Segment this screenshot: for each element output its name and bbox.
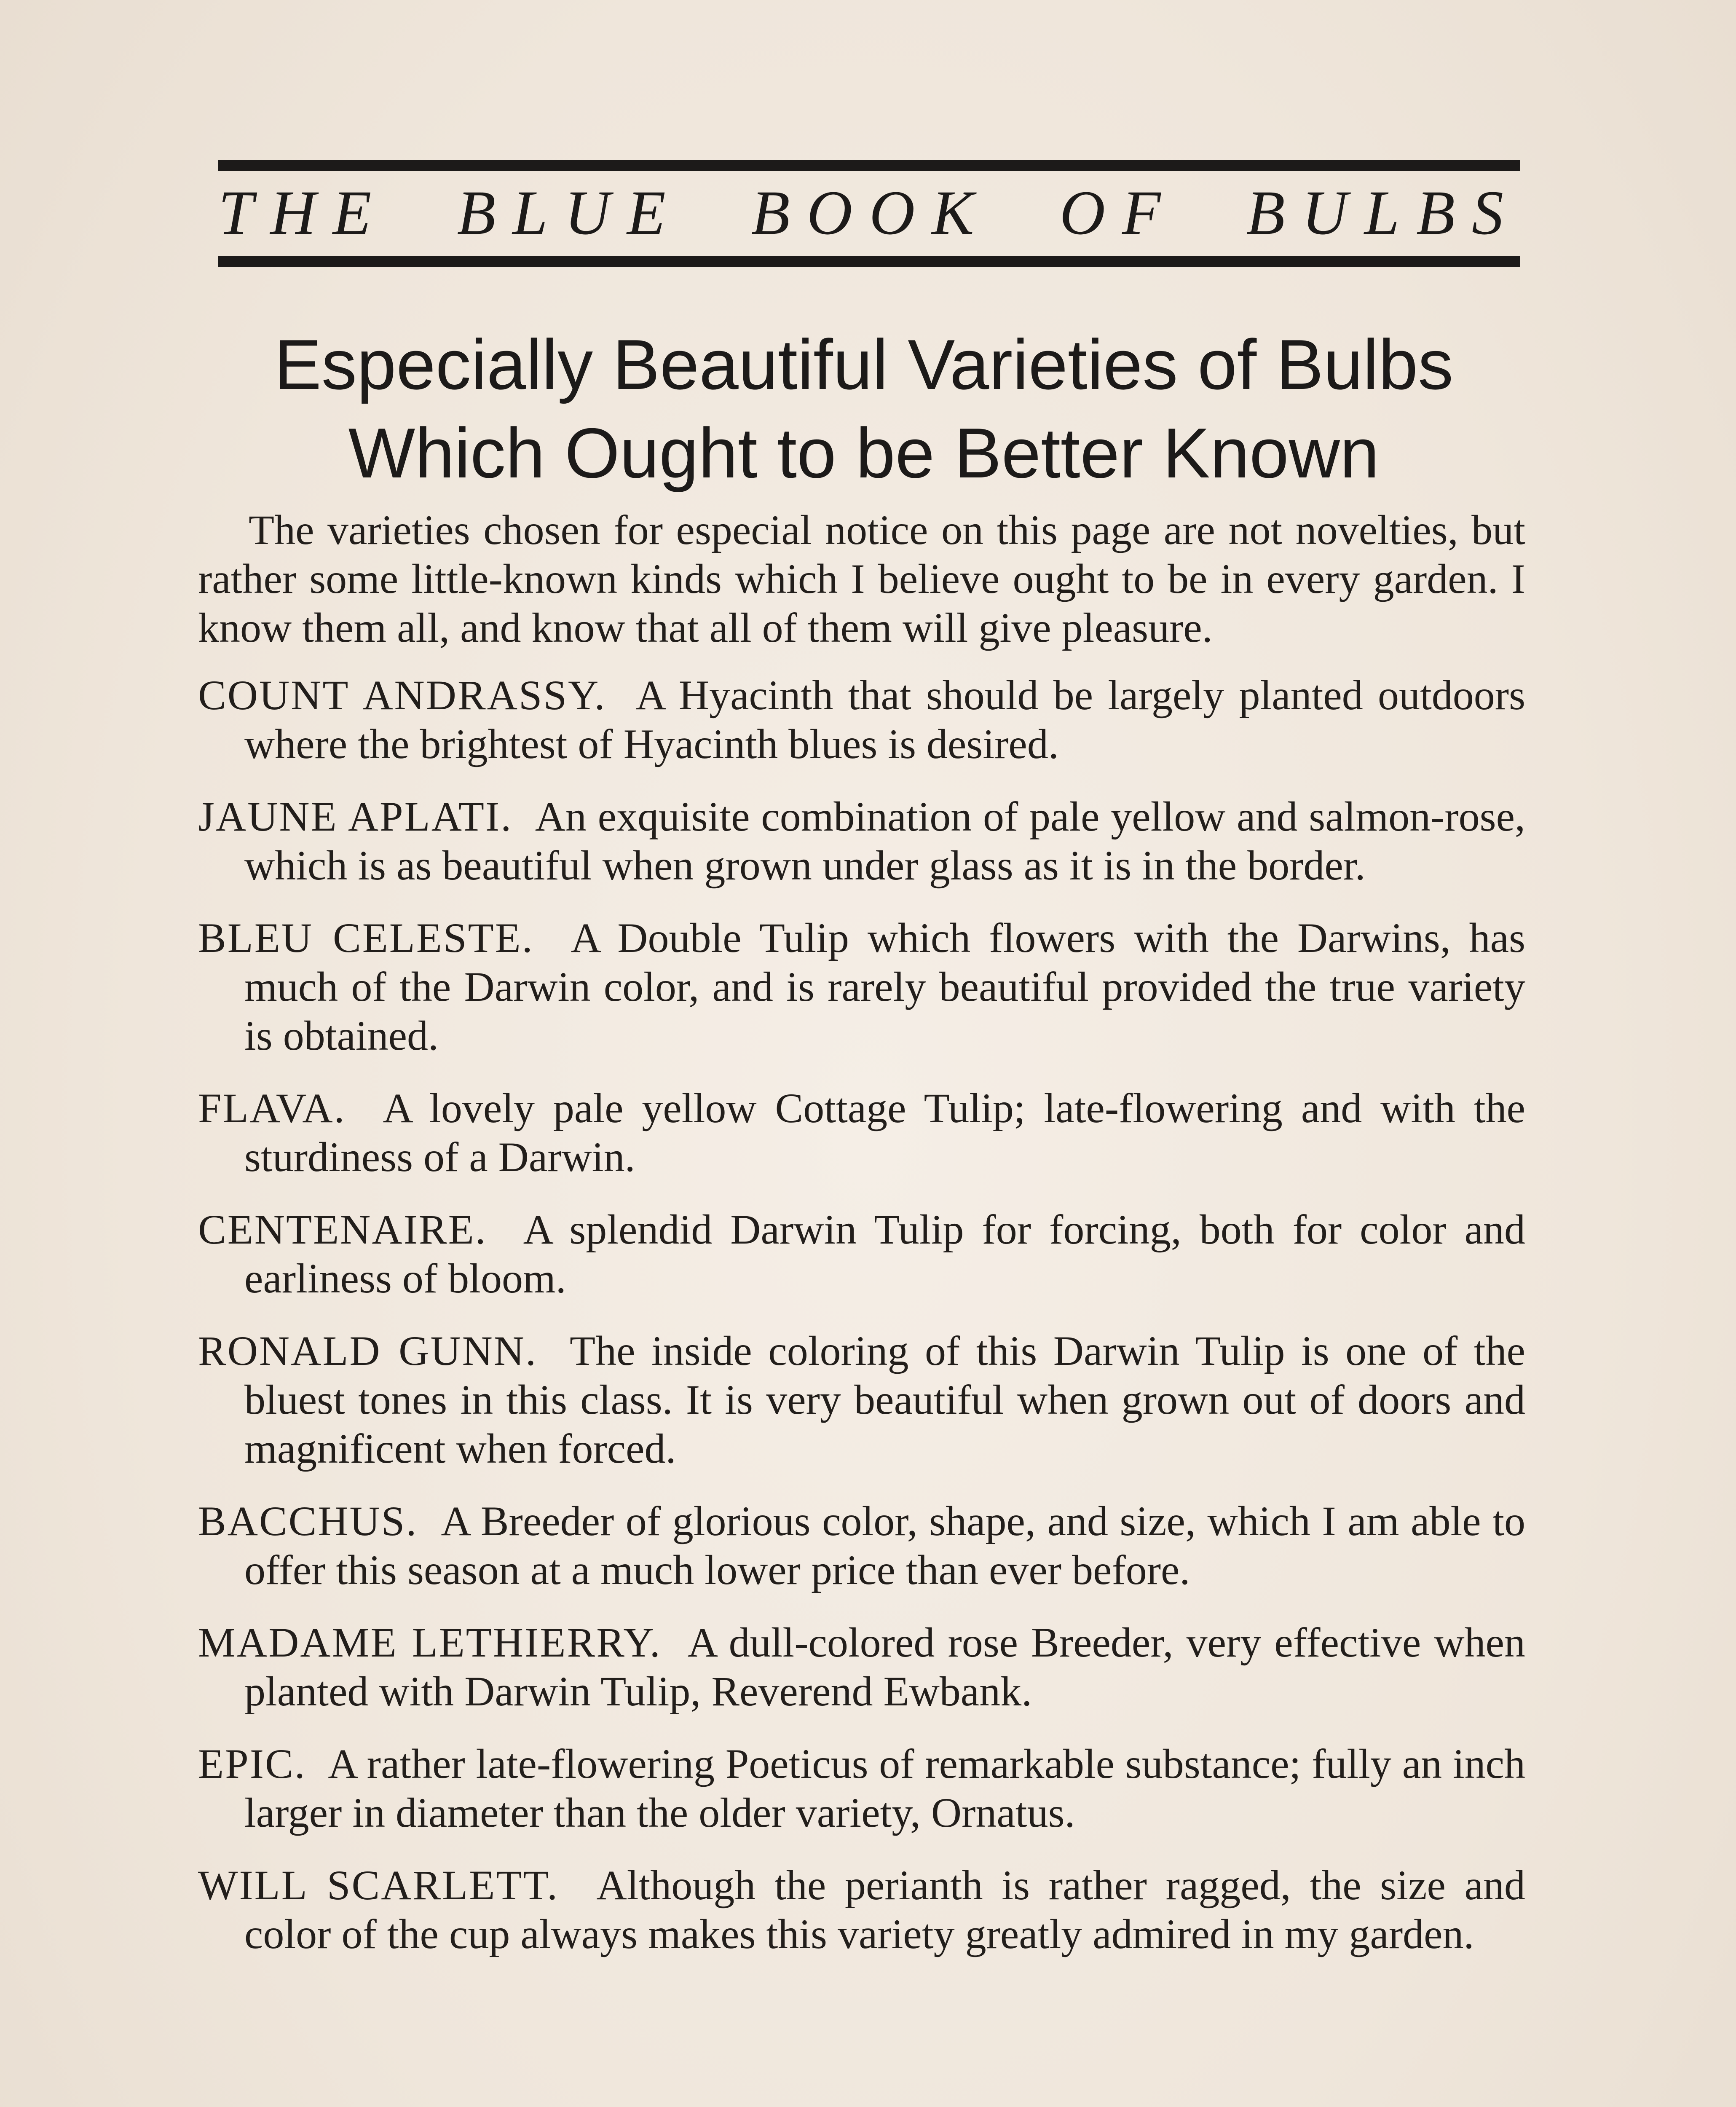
variety-description: Although the perianth is rather ragged, the size and color of the cup always makes this variety greatly admired in my garden. bbox=[244, 1862, 1525, 1957]
variety-entry bbox=[198, 671, 1525, 769]
header-word: OF bbox=[1059, 178, 1178, 248]
variety-entry bbox=[198, 1205, 1525, 1303]
header-word: BULBS bbox=[1246, 178, 1520, 248]
variety-entry bbox=[198, 792, 1525, 890]
variety-entry bbox=[198, 1497, 1525, 1595]
page-title bbox=[198, 320, 1530, 497]
variety-name: JAUNE APLATI. bbox=[198, 793, 513, 840]
variety-name: WILL SCARLETT. bbox=[198, 1862, 559, 1909]
variety-entry bbox=[198, 1740, 1525, 1837]
variety-entry bbox=[198, 1861, 1525, 1959]
header-word: BOOK bbox=[751, 178, 991, 248]
variety-entry bbox=[198, 914, 1525, 1060]
variety-entry bbox=[198, 1327, 1525, 1473]
header-word: BLUE bbox=[457, 178, 683, 248]
variety-description: A Hyacinth that should be largely planted outdoors where the brightest of Hyacinth blues is desired. bbox=[244, 672, 1526, 767]
variety-description: A splendid Darwin Tulip for forcing, both for color and earliness of bloom. bbox=[244, 1206, 1526, 1302]
variety-description: A Double Tulip which flowers with the Darwins, has much of the Darwin color, and is rarely beautiful provided the true variety is obtained. bbox=[244, 914, 1525, 1059]
page-title-line-1: Especially Beautiful Varieties of Bulbs bbox=[274, 325, 1454, 404]
header-rule-bottom bbox=[218, 256, 1520, 267]
variety-entry bbox=[198, 1618, 1525, 1716]
variety-description: A lovely pale yellow Cottage Tulip; late-flowering and with the sturdiness of a Darwin. bbox=[244, 1085, 1526, 1180]
variety-entry bbox=[198, 1084, 1525, 1182]
variety-name: RONALD GUNN. bbox=[198, 1327, 538, 1374]
variety-name: CENTENAIRE. bbox=[198, 1206, 487, 1253]
header-rule-top bbox=[218, 160, 1520, 171]
variety-description: An exquisite combination of pale yellow and salmon-rose, which is as beautiful when grown under glass as it is in the border. bbox=[244, 793, 1525, 889]
variety-description: A dull-colored rose Breeder, very effective when planted with Darwin Tulip, Reverend Ewbank. bbox=[244, 1619, 1525, 1715]
intro-paragraph: The varieties chosen for especial notice on this page are not novelties, but rather some little-known kinds which I believe ought to be in every garden. I know them all, and know that all of them will give pleasure. bbox=[198, 507, 1525, 651]
variety-name: FLAVA. bbox=[198, 1085, 346, 1131]
header-word: THE bbox=[218, 178, 388, 248]
variety-name: COUNT ANDRASSY. bbox=[198, 672, 606, 718]
variety-description: A Breeder of glorious color, shape, and size, which I am able to offer this season at a much lower price than ever before. bbox=[244, 1498, 1525, 1593]
page-title-line-2: Which Ought to be Better Known bbox=[348, 413, 1380, 493]
variety-name: MADAME LETHIERRY. bbox=[198, 1619, 662, 1666]
variety-name: BLEU CELESTE. bbox=[198, 914, 534, 961]
variety-description: The inside coloring of this Darwin Tulip is one of the bluest tones in this class. It is very beautiful when grown out of doors and magnificent when forced. bbox=[244, 1327, 1526, 1472]
variety-description: A rather late-flowering Poeticus of remarkable substance; fully an inch larger in diameter than the older variety, Ornatus. bbox=[244, 1740, 1526, 1836]
variety-name: EPIC. bbox=[198, 1740, 306, 1787]
variety-name: BACCHUS. bbox=[198, 1498, 418, 1544]
body-text bbox=[198, 506, 1525, 1982]
running-header bbox=[218, 173, 1520, 253]
